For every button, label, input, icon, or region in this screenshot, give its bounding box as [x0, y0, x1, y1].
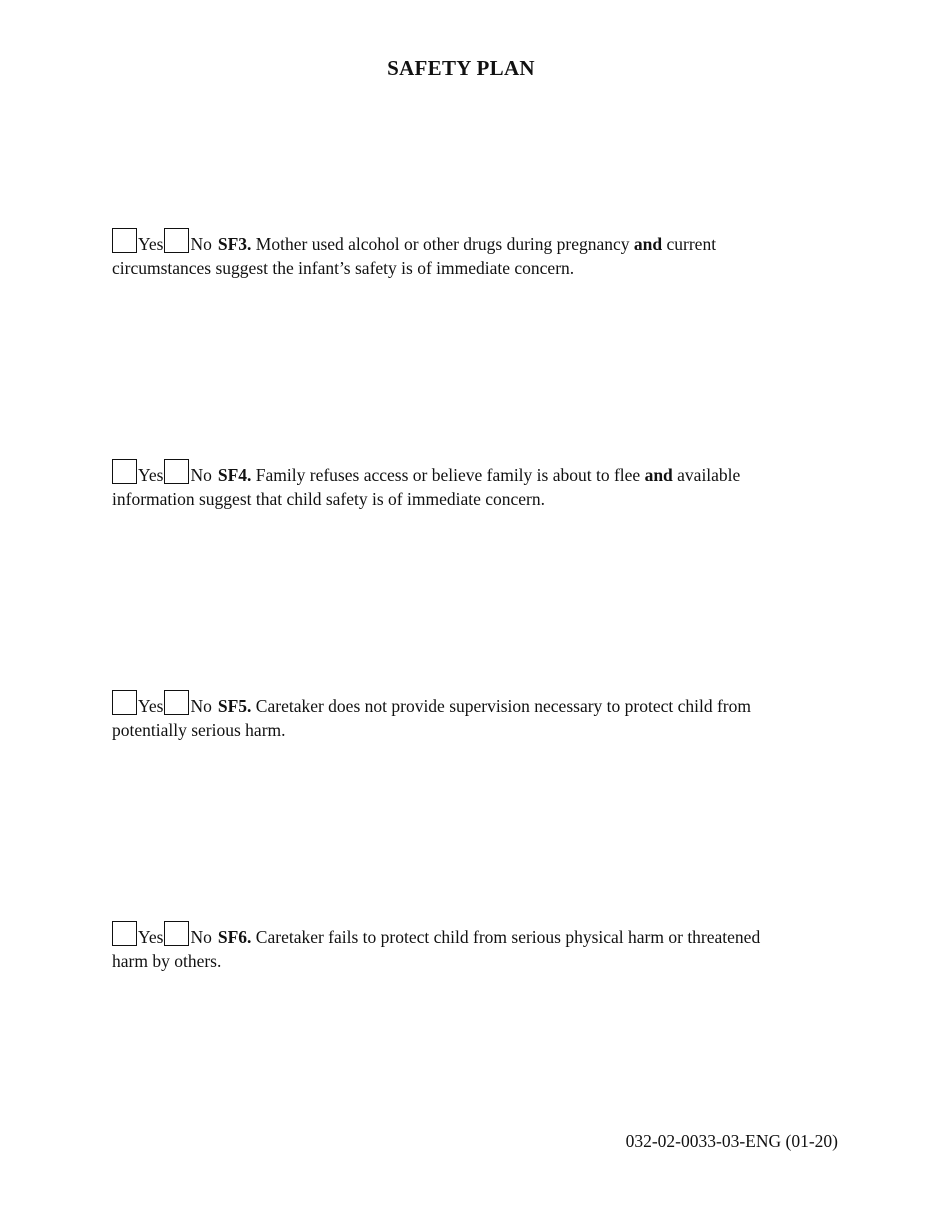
yes-label: Yes [138, 234, 164, 254]
yes-label: Yes [138, 927, 164, 947]
question-text-continued: current [662, 234, 717, 254]
question-sf3 [112, 228, 832, 280]
yes-checkbox[interactable] [112, 921, 137, 946]
yes-label: Yes [138, 696, 164, 716]
question-sf4 [112, 459, 832, 511]
question-line-2: harm by others. [112, 951, 222, 971]
question-code: SF4. [217, 465, 252, 485]
question-text-continued: available [672, 465, 741, 485]
question-line-2: potentially serious harm. [112, 720, 286, 740]
question-line-1 [112, 690, 832, 718]
question-emphasis: and [644, 465, 673, 485]
question-text: Family refuses access or believe family is about to flee [251, 465, 645, 485]
no-label: No [190, 696, 212, 716]
no-checkbox[interactable] [164, 921, 189, 946]
question-text: Caretaker fails to protect child from serious physical harm or threatened [251, 927, 761, 947]
question-sf5 [112, 690, 832, 742]
question-code: SF5. [217, 696, 252, 716]
no-label: No [190, 465, 212, 485]
form-number: 032-02-0033-03-ENG (01-20) [625, 1131, 838, 1151]
question-line-1 [112, 228, 832, 256]
no-checkbox[interactable] [164, 228, 189, 253]
question-sf6 [112, 921, 832, 973]
question-line-1 [112, 921, 832, 949]
question-text: Caretaker does not provide supervision necessary to protect child from [251, 696, 751, 716]
question-line-2: information suggest that child safety is of immediate concern. [112, 489, 546, 509]
yes-checkbox[interactable] [112, 459, 137, 484]
question-line-1 [112, 459, 832, 487]
page-title: SAFETY PLAN [387, 56, 535, 80]
no-checkbox[interactable] [164, 459, 189, 484]
no-label: No [190, 234, 212, 254]
question-code: SF3. [217, 234, 252, 254]
question-code: SF6. [217, 927, 252, 947]
question-emphasis: and [633, 234, 663, 254]
no-checkbox[interactable] [164, 690, 189, 715]
yes-checkbox[interactable] [112, 228, 137, 253]
yes-checkbox[interactable] [112, 690, 137, 715]
no-label: No [190, 927, 212, 947]
question-text: Mother used alcohol or other drugs during pregnancy [251, 234, 634, 254]
yes-label: Yes [138, 465, 164, 485]
question-line-2: circumstances suggest the infant’s safety is of immediate concern. [112, 258, 575, 278]
